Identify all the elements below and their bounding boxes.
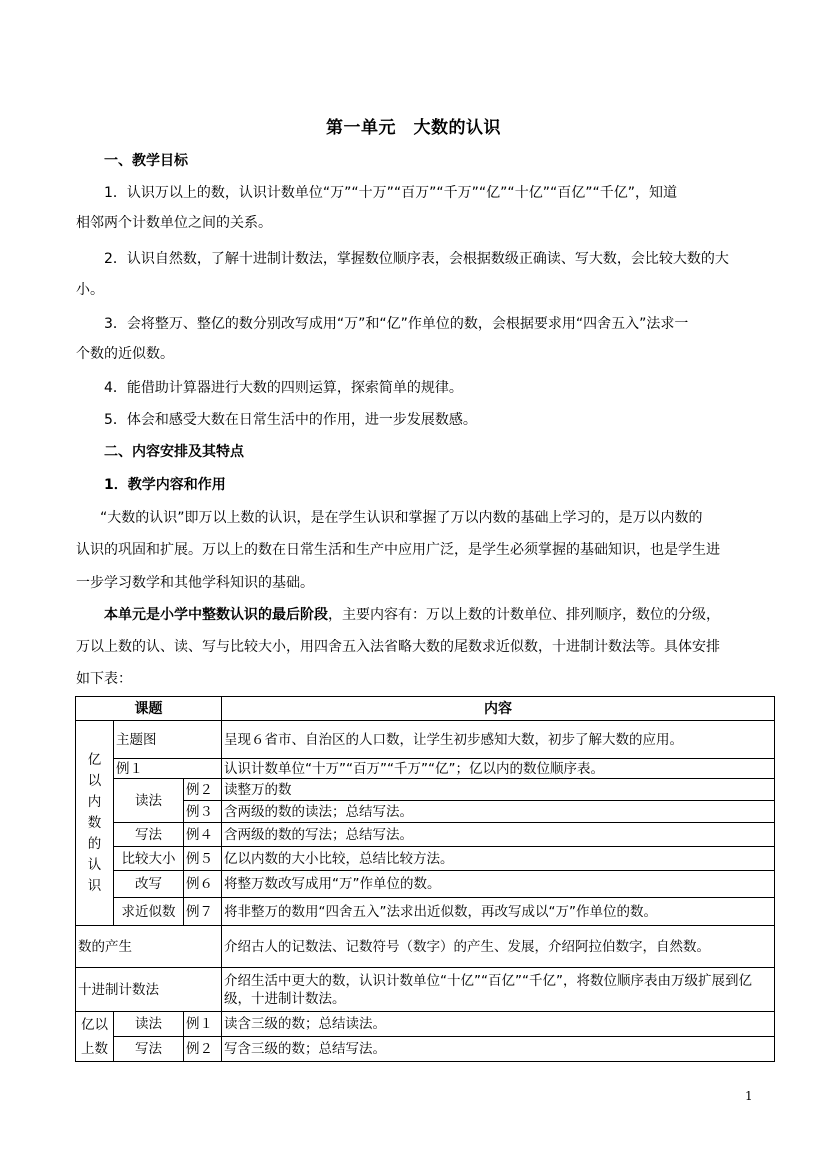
example-2: 例２ [184,779,222,801]
page-title: 第一单元 大数的认识 [326,118,501,138]
content-write-3level: 写含三级的数；总结写法。 [222,1037,775,1062]
topic-read: 读法 [114,779,184,823]
goal-line-2-cont: 小。 [76,282,104,298]
table-row [76,1037,775,1062]
topic-theme: 主题图 [114,721,222,759]
topic-compare: 比较大小 [114,847,184,871]
para1-line-3: 一步学习数学和其他学科知识的基础。 [76,575,314,591]
goal-line-2: 2．认识自然数，了解十进制计数法，掌握数位顺序表，会根据数级正确读、写大数，会比较大数的大 [104,251,729,267]
topic-origin: 数的产生 [76,926,222,968]
table-header-row [76,697,775,721]
goal-line-4: 4．能借助计算器进行大数的四则运算，探索简单的规律。 [104,380,463,396]
content-ex3: 含两级的数的读法；总结写法。 [222,801,775,823]
sub-heading-content: 1．教学内容和作用 [104,477,226,493]
example-1-3level: 例１ [184,1012,222,1037]
example-2-3level: 例２ [184,1037,222,1062]
table-row [76,759,775,779]
content-read-3level: 读含三级的数；总结读法。 [222,1012,775,1037]
content-ex4: 含两级的数的写法；总结写法。 [222,823,775,847]
content-ex5: 亿以内数的大小比较，总结比较方法。 [222,847,775,871]
content-ex6: 将整万数改写成用“万”作单位的数。 [222,871,775,898]
content-ex2: 读整万的数 [222,779,775,801]
header-content: 内容 [222,697,775,721]
topic-decimal: 十进制计数法 [76,968,222,1012]
section-heading-content: 二、内容安排及其特点 [104,444,244,460]
section-heading-goals: 一、教学目标 [104,153,188,169]
example-7: 例７ [184,898,222,926]
table-row [76,779,775,801]
table-row [76,1012,775,1037]
table-row [76,823,775,847]
para2-line-1 [104,605,784,625]
table-row [76,898,775,926]
topic-approx: 求近似数 [114,898,184,926]
goal-line-1-cont: 相邻两个计数单位之间的关系。 [76,215,272,231]
content-origin: 介绍古人的记数法、记数符号（数字）的产生、发展，介绍阿拉伯数字，自然数。 [222,926,775,968]
table-row [76,871,775,898]
content-table [75,696,775,1062]
table-row [76,721,775,759]
para1-line-1: “大数的认识”即万以上数的认识，是在学生认识和掌握了万以内数的基础上学习的，是万以内数的 [100,510,703,526]
topic-write: 写法 [114,823,184,847]
example-5: 例５ [184,847,222,871]
goal-line-3: 3．会将整万、整亿的数分别改写成用“万”和“亿”作单位的数，会根据要求用“四舍五入”法求一 [104,316,689,332]
goal-line-3-cont: 个数的近似数。 [76,346,174,362]
table-row [76,968,775,1012]
topic-write-3level: 写法 [114,1037,184,1062]
para2-line-3: 如下表： [76,671,132,687]
topic-read-3level: 读法 [114,1012,184,1037]
group-label-above-yi: 亿以 上数 [76,1012,114,1062]
example-4: 例４ [184,823,222,847]
content-ex1: 认识计数单位“十万”“百万”“千万”“亿”；亿以内的数位顺序表。 [222,759,775,779]
example-6: 例６ [184,871,222,898]
table-row [76,847,775,871]
para2-bold-text: 本单元是小学中整数认识的最后阶段 [104,607,328,623]
topic-ex1: 例１ [114,759,222,779]
para2-rest-text: ，主要内容有：万以上数的计数单位、排列顺序，数位的分级， [328,607,720,623]
content-decimal: 介绍生活中更大的数，认识计数单位“十亿”“百亿”“千亿”，将数位顺序表由万级扩展到亿级，十进制计数法。 [222,968,775,1012]
group-label-within-yi: 亿 以 内 数 的 认 识 [76,721,114,926]
page-number: 1 [745,1089,753,1103]
goal-line-1: 1．认识万以上的数，认识计数单位“万”“十万”“百万”“千万”“亿”“十亿”“百亿”“千亿”，知道 [104,185,677,201]
content-theme: 呈现６省市、自治区的人口数，让学生初步感知大数，初步了解大数的应用。 [222,721,775,759]
para1-line-2: 认识的巩固和扩展。万以上的数在日常生活和生产中应用广泛，是学生必须掌握的基础知识，也是学生进 [76,542,720,558]
para2-line-2: 万以上数的认、读、写与比较大小，用四舍五入法省略大数的尾数求近似数，十进制计数法等。具体安排 [76,639,720,655]
table-row [76,926,775,968]
example-3: 例３ [184,801,222,823]
goal-line-5: 5．体会和感受大数在日常生活中的作用，进一步发展数感。 [104,412,477,428]
topic-rewrite: 改写 [114,871,184,898]
content-ex7: 将非整万的数用“四舍五入”法求出近似数，再改写成以“万”作单位的数。 [222,898,775,926]
header-topic: 课题 [76,697,222,721]
